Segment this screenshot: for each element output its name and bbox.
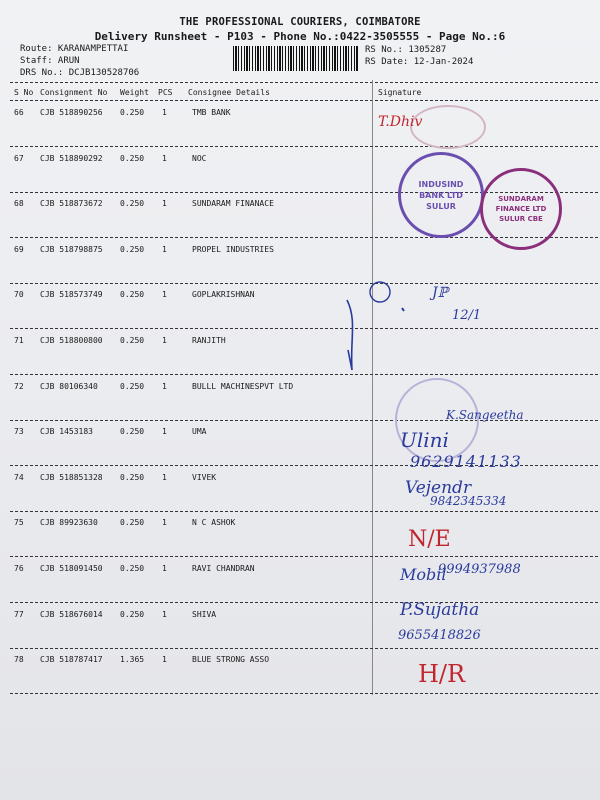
rs-date: RS Date: 12-Jan-2024 [365,57,474,67]
row-consignee: PROPEL INDUSTRIES [192,245,274,254]
row-divider [10,374,598,375]
phone-77: 9655418826 [398,628,481,643]
col-pcs: PCS [158,88,173,97]
phone-74: 9842345334 [430,494,507,508]
row-consignment: CJB 80106340 [40,382,98,391]
row-sno: 71 [14,336,24,345]
row-consignment: CJB 518798875 [40,245,103,254]
row-sno: 70 [14,290,24,299]
staff-label: Staff: ARUN [20,56,80,66]
row-weight: 0.250 [120,154,145,163]
signature-70: Jℙ [432,285,449,301]
row-pcs: 1 [162,108,167,117]
row-sno: 78 [14,655,24,664]
table-row [10,108,598,120]
table-row [10,610,598,622]
row-consignment: CJB 89923630 [40,518,98,527]
row-weight: 0.250 [120,427,145,436]
barcode [233,46,358,71]
header-top-rule [10,82,598,83]
row-consignee: RAVI CHANDRAN [192,564,255,573]
row-sno: 66 [14,108,24,117]
col-consignee: Consignee Details [188,88,270,97]
row-sno: 68 [14,199,24,208]
row-consignment: CJB 518787417 [40,655,103,664]
row-consignment: CJB 518851328 [40,473,103,482]
indusind-stamp: INDUSIND BANK LTD SULUR [398,152,484,238]
row-pcs: 1 [162,336,167,345]
col-signature: Signature [378,88,422,97]
col-weight: Weight [120,88,149,97]
row-weight: 0.250 [120,518,145,527]
row-weight: 0.250 [120,199,145,208]
row-weight: 0.250 [120,473,145,482]
signature-76: Mobil [400,565,447,584]
sundaram-stamp: SUNDARAM FINANCE LTD SULUR CBE [480,168,562,250]
table-row [10,382,598,394]
company-title: THE PROFESSIONAL COURIERS, COIMBATORE [179,16,421,28]
signature-73-name: K.Sangeetha [446,408,524,422]
row-sno: 76 [14,564,24,573]
row-pcs: 1 [162,154,167,163]
table-row [10,655,598,667]
row-consignee: N C ASHOK [192,518,236,527]
col-sno: S No [14,88,34,97]
row-pcs: 1 [162,655,167,664]
row-pcs: 1 [162,518,167,527]
row-consignment: CJB 518873672 [40,199,103,208]
row-sno: 67 [14,154,24,163]
row-consignee: NOC [192,154,207,163]
row-weight: 0.250 [120,336,145,345]
row-weight: 0.250 [120,108,145,117]
row-pcs: 1 [162,610,167,619]
row-sno: 74 [14,473,24,482]
row-consignee: SHIVA [192,610,217,619]
table-row [10,290,598,302]
row-divider [10,511,598,512]
table-row [10,336,598,348]
row-consignee: GOPLAKRISHNAN [192,290,255,299]
row-consignee: BLUE STRONG ASSO [192,655,270,664]
signature-73: Ulini [400,428,449,452]
row-divider [10,146,598,147]
row-divider [10,648,598,649]
row-consignee: SUNDARAM FINANACE [192,199,274,208]
row-consignee: BULLL MACHINESPVT LTD [192,382,294,391]
header-bottom-rule [10,100,598,101]
phone-73: 9629141133 [410,452,522,471]
row-divider [10,693,598,694]
row-consignment: CJB 518800800 [40,336,103,345]
row-pcs: 1 [162,382,167,391]
row-pcs: 1 [162,290,167,299]
signature-74: Vejendr [405,478,472,498]
row-weight: 0.250 [120,245,145,254]
row-consignee: RANJITH [192,336,226,345]
row-consignee: VIVEK [192,473,217,482]
row-sno: 69 [14,245,24,254]
row-consignee: UMA [192,427,207,436]
row-consignment: CJB 518091450 [40,564,103,573]
row-divider [10,283,598,284]
signature-75: N/E [408,527,451,552]
row-pcs: 1 [162,564,167,573]
date-70: 12/1 [452,308,482,323]
row-weight: 0.250 [120,610,145,619]
rs-number: RS No.: 1305287 [365,45,447,55]
row-divider [10,328,598,329]
row-weight: 0.250 [120,290,145,299]
row-pcs: 1 [162,473,167,482]
row-pcs: 1 [162,427,167,436]
table-row [10,427,598,439]
row-sno: 75 [14,518,24,527]
row-sno: 72 [14,382,24,391]
row-weight: 1.365 [120,655,145,664]
row-consignment: CJB 518890256 [40,108,103,117]
drs-label: DRS No.: DCJB130528706 [20,68,140,78]
row-divider [10,556,598,557]
row-consignment: CJB 518676014 [40,610,103,619]
table-row [10,154,598,166]
row-sno: 77 [14,610,24,619]
table-row [10,518,598,530]
row-pcs: 1 [162,199,167,208]
row-pcs: 1 [162,245,167,254]
row-sno: 73 [14,427,24,436]
row-weight: 0.250 [120,382,145,391]
signature-78: H/R [418,660,466,688]
row-divider [10,602,598,603]
row-consignment: CJB 518573749 [40,290,103,299]
row-weight: 0.250 [120,564,145,573]
row-consignee: TMB BANK [192,108,231,117]
table-row [10,473,598,485]
col-consignment: Consignment No [40,88,108,97]
row-consignment: CJB 518890292 [40,154,103,163]
row-consignment: CJB 1453183 [40,427,93,436]
route-label: Route: KARANAMPETTAI [20,44,129,54]
signature-66: T.Dhiv [378,114,423,130]
signature-77: P.Sujatha [400,600,480,620]
runsheet-title: Delivery Runsheet - P103 - Phone No.:0422-3505555 - Page No.:6 [94,30,506,43]
phone-76: 9994937988 [438,562,521,577]
